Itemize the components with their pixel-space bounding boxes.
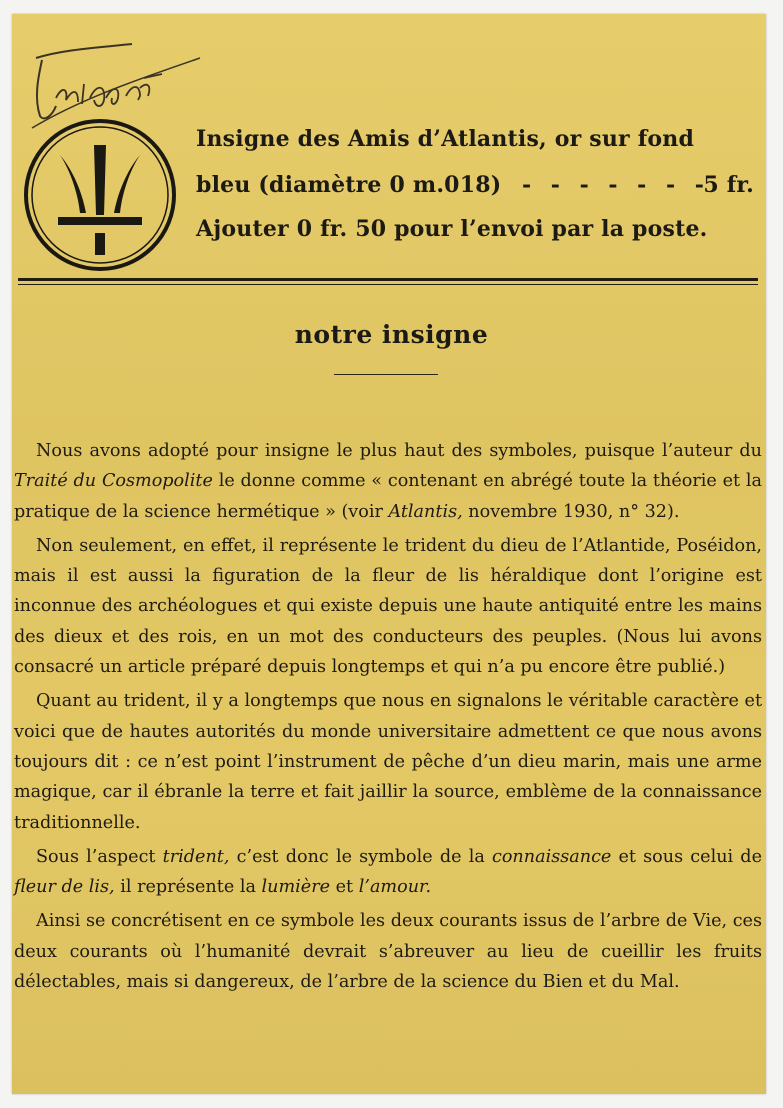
p1-text-a: Nous avons adopté pour insigne le plus haut des symboles, puisque l’auteur du <box>36 441 762 461</box>
p4-italic-1: trident, <box>162 846 230 867</box>
page-title: notre insigne <box>294 320 489 349</box>
p4-text-e: et <box>330 877 359 898</box>
trident-emblem-icon <box>20 115 180 275</box>
ad-line-3: Ajouter 0 fr. 50 pour l’envoi par la poste. <box>196 216 708 242</box>
paragraph-1 <box>14 436 762 527</box>
paragraph-3: Quant au trident, il y a longtemps que nous en signalons le véritable caractère et voici que de hautes autorités du monde universitaire admettent ce que nous avons toujours dit : ce n’est point l’instrument de pêche d’un dieu marin, mais une arme magique, car il ébranle la terre et fait jaillir la source, emblème de la connaissance traditionnelle. <box>14 691 763 833</box>
p1-italic-title: Traité du Cosmopolite <box>14 471 213 492</box>
p4-text-d: il représente la <box>114 877 262 898</box>
ad-line-2-text: bleu (diamètre 0 m.018) <box>196 172 502 198</box>
p4-italic-3: fleur de lis, <box>14 877 115 898</box>
ad-line-2 <box>196 172 756 198</box>
ad-line-1: Insigne des Amis d’Atlantis, or sur fond <box>196 126 695 152</box>
p4-text-c: et sous celui de <box>611 846 762 867</box>
p4-text-b: c’est donc le symbole de la <box>229 846 492 867</box>
p4-italic-2: connaissance <box>491 846 612 867</box>
paragraph-2: Non seulement, en effet, il représente le trident du dieu de l’Atlantide, Poséidon, mais il est aussi la figuration de la fleur de lis héraldique dont l’origine est inconnue des archéologues et qui existe depuis une haute antiquité entre les mains des dieux et des rois, en un mot des conducteurs des peuples. (Nous lui avons consacré un article préparé depuis longtemps et qui n’a pu encore être publié.) <box>14 535 762 678</box>
divider-thick <box>18 278 758 281</box>
p1-italic-atlantis: Atlantis, <box>388 501 463 522</box>
p1-text-b: le donne comme « contenant en abrégé toute la théorie et la pratique de la science hermétique » (voir <box>14 471 762 522</box>
p4-text-a: Sous l’aspect <box>36 846 163 867</box>
divider-thin <box>18 284 758 285</box>
article-body <box>14 436 762 997</box>
paragraph-5: Ainsi se concrétisent en ce symbole les deux courants issus de l’arbre de Vie, ces deux courants où l’humanité devrait s’abreuver au lieu de cueillir les fruits délectables, mais si dangereux, de l’arbre de la science du Bien et du Mal. <box>14 911 762 993</box>
ad-line-2-dashes: - - - - - - - <box>522 172 710 198</box>
p4-italic-4: lumière <box>261 877 331 898</box>
paragraph-4 <box>14 842 762 903</box>
p1-text-c: novembre 1930, n° 32). <box>462 501 680 522</box>
p4-italic-5: l’amour. <box>358 877 432 898</box>
ad-price: 5 fr. <box>703 172 754 198</box>
title-underline <box>334 374 438 375</box>
